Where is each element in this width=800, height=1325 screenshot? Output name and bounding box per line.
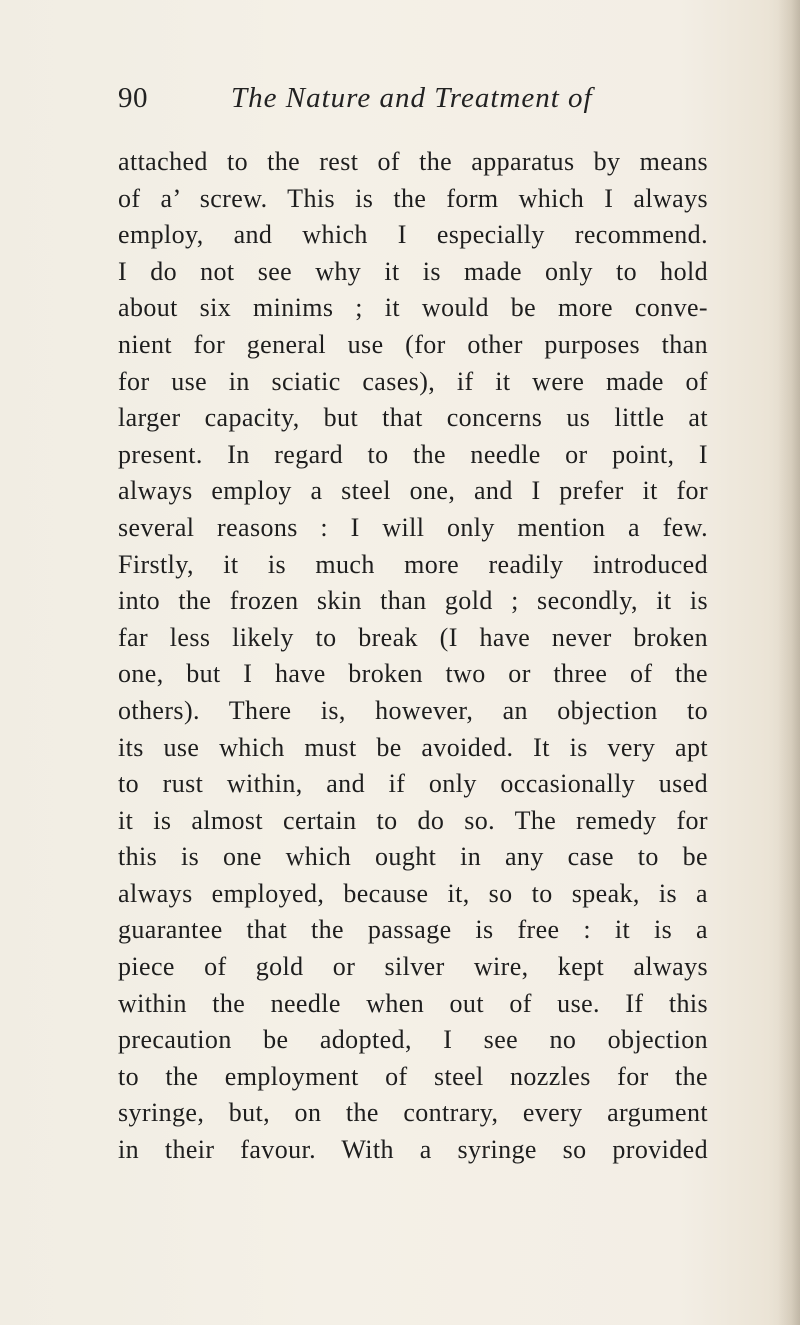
text-line: about six minims ; it would be more conve- xyxy=(118,293,708,323)
text-line: its use which must be avoided. It is very apt xyxy=(118,732,708,762)
running-title: The Nature and Treatment of xyxy=(231,82,593,114)
text-line: always employed, because it, so to speak, is a xyxy=(118,878,708,908)
text-line: within the needle when out of use. If this xyxy=(118,988,708,1018)
text-line: guarantee that the passage is free : it is a xyxy=(118,915,708,945)
text-line: attached to the rest of the apparatus by means xyxy=(118,147,708,176)
text-line: to rust within, and if only occasionally used xyxy=(118,769,708,799)
text-line: Firstly, it is much more readily introduced xyxy=(118,549,708,579)
text-line: precaution be adopted, I see no objection xyxy=(118,1025,708,1055)
text-line: one, but I have broken two or three of the xyxy=(118,659,708,689)
text-line: syringe, but, on the contrary, every argument xyxy=(118,1098,708,1128)
running-head xyxy=(118,82,708,122)
text-line: piece of gold or silver wire, kept always xyxy=(118,952,708,982)
text-line: larger capacity, but that concerns us little at xyxy=(118,403,708,433)
text-line: into the frozen skin than gold ; secondly, it is xyxy=(118,586,708,616)
text-line: others). There is, however, an objection to xyxy=(118,695,708,725)
page-edge-shadow xyxy=(778,0,800,1325)
text-line: several reasons : I will only mention a few. xyxy=(118,512,708,542)
text-line: this is one which ought in any case to be xyxy=(118,842,708,872)
text-line: of a’ screw. This is the form which I always xyxy=(118,183,708,213)
body-text xyxy=(118,144,708,1169)
text-line: to the employment of steel nozzles for the xyxy=(118,1061,708,1091)
text-line: I do not see why it is made only to hold xyxy=(118,256,708,286)
text-line: present. In regard to the needle or point, I xyxy=(118,439,708,469)
text-line: far less likely to break (I have never broken xyxy=(118,622,708,652)
text-line: always employ a steel one, and I prefer it for xyxy=(118,476,708,506)
text-line: in their favour. With a syringe so provided xyxy=(118,1135,708,1165)
text-line: for use in sciatic cases), if it were made of xyxy=(118,366,708,396)
text-line: nient for general use (for other purposes than xyxy=(118,329,708,359)
text-line: it is almost certain to do so. The remedy for xyxy=(118,805,708,835)
text-line: employ, and which I especially recommend. xyxy=(118,220,708,250)
page-number: 90 xyxy=(118,82,148,114)
